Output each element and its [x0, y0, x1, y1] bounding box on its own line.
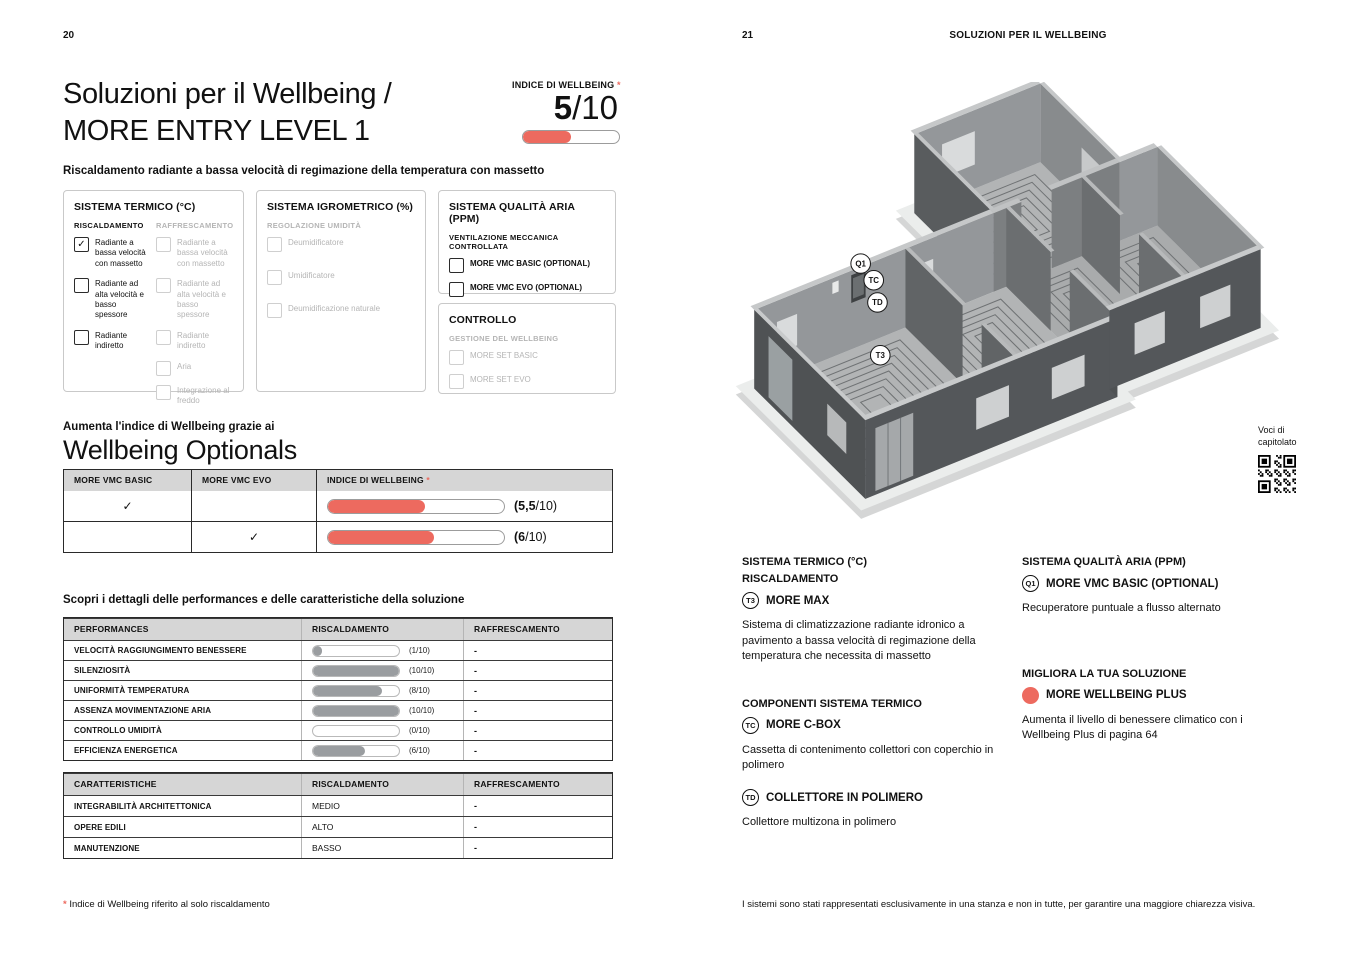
- wellbeing-index-widget: [512, 80, 621, 144]
- product-name: MORE C-BOX: [766, 719, 841, 732]
- table-row: [64, 521, 612, 552]
- building-marker-tc: TC: [868, 276, 880, 286]
- characteristics-header: [64, 773, 612, 795]
- rating-value: (6/10): [409, 746, 430, 756]
- group-label: VENTILAZIONE MECCANICA CONTROLLATA: [449, 233, 559, 251]
- checkbox-item: Integrazione al freddo: [156, 385, 230, 407]
- footer-note: I sistemi sono stati rappresentati esclusivamente in una stanza e non in tutte, per garantire una maggiore chiarezza visiva.: [742, 899, 1256, 910]
- column-header: PERFORMANCES: [74, 624, 149, 634]
- building-isometric-illustration: [730, 82, 1290, 522]
- asterisk: *: [617, 80, 621, 90]
- no-value: -: [463, 817, 612, 837]
- table-row: VELOCITÀ RAGGIUNGIMENTO BENESSERE (1/10) -: [64, 640, 612, 660]
- wellbeing-index-label: INDICE DI WELLBEING *: [512, 80, 621, 90]
- rating-bar: [312, 745, 400, 757]
- rating-value: (10/10): [409, 706, 435, 716]
- marker-badge-tc: TC: [742, 717, 759, 734]
- page-number-left: 20: [63, 30, 75, 41]
- product-name: MORE WELLBEING PLUS: [1046, 689, 1187, 702]
- rating-bar: [312, 725, 400, 737]
- characteristics-body: [64, 795, 612, 858]
- box-title: SISTEMA TERMICO (°C): [74, 201, 196, 213]
- column-header: RAFFRESCAMENTO: [463, 619, 612, 640]
- rating-bar: [312, 705, 400, 717]
- page-title-line2: MORE ENTRY LEVEL 1: [63, 115, 370, 147]
- char-value: BASSO: [301, 838, 463, 858]
- checkbox-unchecked[interactable]: [156, 278, 171, 293]
- running-header: SOLUZIONI PER IL WELLBEING: [949, 30, 1107, 41]
- index-value: (6/10): [514, 530, 547, 545]
- wellbeing-plus-dot-icon: [1022, 687, 1039, 704]
- no-value: -: [463, 721, 612, 740]
- checkbox-item: Radiante indiretto: [74, 330, 148, 352]
- no-value: -: [463, 796, 612, 816]
- footnote: * Indice di Wellbeing riferito al solo riscaldamento: [63, 899, 270, 910]
- column-header: INDICE DI WELLBEING *: [316, 470, 612, 491]
- box-qualita-aria: [438, 190, 616, 294]
- column-header: CARATTERISTICHE: [74, 779, 157, 789]
- section-heading: SISTEMA TERMICO (°C): [742, 556, 867, 568]
- legend-item: [742, 789, 1010, 806]
- table-row: SILENZIOSITÀ (10/10) -: [64, 660, 612, 680]
- table-row: OPERE EDILI ALTO -: [64, 816, 612, 837]
- checkbox-item: Radiante ad alta velocità e basso spessore: [156, 278, 230, 321]
- legend-item: [742, 592, 1010, 609]
- group-label: REGOLAZIONE UMIDITÀ: [267, 221, 362, 230]
- index-bar: [327, 499, 505, 514]
- rating-value: (0/10): [409, 726, 430, 736]
- checkbox-item: Radiante a bassa velocità con massetto: [156, 237, 230, 269]
- group-label-raffrescamento: RAFFRESCAMENTO: [156, 221, 234, 230]
- no-value: -: [463, 701, 612, 720]
- table-row: [64, 491, 612, 521]
- marker-badge-t3: T3: [742, 592, 759, 609]
- page-title-line1: Soluzioni per il Wellbeing /: [63, 78, 392, 110]
- optionals-table-body: [64, 491, 612, 552]
- legend-item: [742, 717, 1010, 734]
- product-description: Sistema di climatizzazione radiante idronico a pavimento a bassa velocità di regimazione della temperatura che necessita di massetto: [742, 619, 976, 663]
- performances-table: [63, 617, 613, 761]
- box-title: CONTROLLO: [449, 314, 517, 326]
- box-title: SISTEMA QUALITÀ ARIA (PPM): [449, 201, 575, 225]
- checkbox-item: Aria: [156, 361, 230, 376]
- rating-value: (8/10): [409, 686, 430, 696]
- checkbox-unchecked[interactable]: [267, 270, 282, 285]
- no-value: -: [463, 838, 612, 858]
- legend-item: [1022, 575, 1290, 592]
- checkbox-unchecked[interactable]: [449, 350, 464, 365]
- voci-di-capitolato-label: Voci di capitolato: [1258, 425, 1297, 448]
- page-title: [63, 76, 391, 150]
- rating-value: (1/10): [409, 646, 430, 656]
- legend-item: [1022, 687, 1290, 704]
- asterisk: *: [426, 475, 430, 485]
- index-bar: [327, 530, 505, 545]
- column-header: MORE VMC EVO: [191, 470, 316, 491]
- column-header: RISCALDAMENTO: [301, 619, 463, 640]
- table-row: INTEGRABILITÀ ARCHITETTONICA MEDIO -: [64, 795, 612, 816]
- section-heading: COMPONENTI SISTEMA TERMICO: [742, 697, 922, 710]
- checkbox-unchecked[interactable]: [156, 361, 171, 376]
- table-row: MANUTENZIONE BASSO -: [64, 837, 612, 858]
- table-row: CONTROLLO UMIDITÀ (0/10) -: [64, 720, 612, 740]
- table-row: EFFICIENZA ENERGETICA (6/10) -: [64, 740, 612, 760]
- product-description: Aumenta il livello di benessere climatico con i Wellbeing Plus di pagina 64: [1022, 713, 1243, 742]
- no-value: -: [463, 741, 612, 760]
- checkbox-unchecked[interactable]: [449, 374, 464, 389]
- section-heading: SISTEMA QUALITÀ ARIA (PPM): [1022, 556, 1186, 568]
- rating-value: (10/10): [409, 666, 435, 676]
- char-value: MEDIO: [301, 796, 463, 816]
- box-title: SISTEMA IGROMETRICO (%): [267, 201, 413, 213]
- no-value: -: [463, 661, 612, 680]
- asterisk: *: [63, 899, 67, 910]
- checkbox-unchecked[interactable]: [156, 385, 171, 400]
- rating-bar: [312, 665, 400, 677]
- column-header: RAFFRESCAMENTO: [463, 774, 612, 795]
- checkbox-item: Radiante indiretto: [156, 330, 230, 352]
- checkbox-item: MORE SET EVO: [449, 374, 605, 389]
- product-name: MORE VMC BASIC (OPTIONAL): [1046, 577, 1219, 590]
- column-header: MORE VMC BASIC: [74, 475, 153, 485]
- section-heading: MIGLIORA LA TUA SOLUZIONE: [1022, 667, 1187, 680]
- checkbox-unchecked[interactable]: [449, 258, 464, 273]
- box-column-right: [438, 190, 616, 394]
- check-mark: ✓: [248, 530, 260, 545]
- check-mark: ✓: [122, 499, 133, 514]
- page-number-right: 21: [742, 30, 754, 41]
- group-label-riscaldamento: RISCALDAMENTO: [74, 221, 144, 230]
- product-description: Cassetta di contenimento collettori con coperchio in polimero: [742, 743, 994, 772]
- checkbox-unchecked[interactable]: [156, 330, 171, 345]
- product-description: Recuperatore puntuale a flusso alternato: [1022, 602, 1221, 614]
- system-boxes: [63, 190, 616, 405]
- checkbox-item: Deumidificatore: [267, 237, 415, 252]
- checkbox-unchecked[interactable]: [449, 282, 464, 297]
- solution-subtitle: Riscaldamento radiante a bassa velocità di regimazione della temperatura con massetto: [63, 165, 545, 177]
- product-description: Collettore multizona in polimero: [742, 816, 897, 829]
- no-value: -: [463, 641, 612, 660]
- table-row: ASSENZA MOVIMENTAZIONE ARIA (10/10) -: [64, 700, 612, 720]
- checkbox-item: Umidificatore: [267, 270, 415, 285]
- checkbox-item: Deumidificazione naturale: [267, 303, 415, 318]
- table-row: UNIFORMITÀ TEMPERATURA (8/10) -: [64, 680, 612, 700]
- building-marker-t3: T3: [875, 351, 885, 361]
- section-subheading: RISCALDAMENTO: [742, 573, 839, 585]
- characteristics-table: [63, 772, 613, 859]
- checkbox-item: MORE SET BASIC: [449, 350, 605, 365]
- checkbox-item: MORE VMC EVO (OPTIONAL): [449, 282, 605, 297]
- marker-badge-q1: Q1: [1022, 575, 1039, 592]
- building-marker-q1: Q1: [855, 259, 866, 269]
- checkbox-unchecked[interactable]: [267, 303, 282, 318]
- optionals-table: [63, 469, 613, 553]
- optionals-title: Wellbeing Optionals: [63, 435, 297, 465]
- box-sistema-igrometrico: [256, 190, 426, 392]
- box-controllo: [438, 303, 616, 394]
- optionals-intro: Aumenta l'indice di Wellbeing grazie ai: [63, 421, 275, 433]
- performances-body: [64, 640, 612, 760]
- qr-code: [1258, 455, 1296, 493]
- performances-header: [64, 618, 612, 640]
- box-sistema-termico: [63, 190, 244, 405]
- checkbox-item: ✓ Radiante a bassa velocità con massetto: [74, 237, 148, 269]
- marker-badge-td: TD: [742, 789, 759, 806]
- rating-bar: [312, 685, 400, 697]
- rating-bar: [312, 645, 400, 657]
- legend-column-air: [1022, 556, 1290, 759]
- checkbox-unchecked[interactable]: [74, 278, 89, 293]
- legend-column-thermal: [742, 556, 1010, 846]
- index-value: (5,5/10): [514, 499, 558, 514]
- column-header: RISCALDAMENTO: [301, 774, 463, 795]
- checkbox-unchecked[interactable]: [74, 330, 89, 345]
- building-marker-td: TD: [872, 298, 883, 308]
- checkbox-checked[interactable]: ✓: [74, 237, 89, 252]
- details-intro: Scopri i dettagli delle performances e delle caratteristiche della soluzione: [63, 594, 465, 606]
- checkbox-unchecked[interactable]: [156, 237, 171, 252]
- product-name: COLLETTORE IN POLIMERO: [766, 791, 923, 804]
- group-label: GESTIONE DEL WELLBEING: [449, 334, 559, 343]
- wellbeing-index-value: 5/10: [553, 89, 618, 126]
- checkbox-item: MORE VMC BASIC (OPTIONAL): [449, 258, 605, 273]
- product-name: MORE MAX: [766, 594, 830, 607]
- wellbeing-index-bar: [522, 130, 620, 144]
- optionals-table-header: [64, 470, 612, 491]
- no-value: -: [463, 681, 612, 700]
- checkbox-item: Radiante ad alta velocità e basso spessore: [74, 278, 148, 321]
- char-value: ALTO: [301, 817, 463, 837]
- checkbox-unchecked[interactable]: [267, 237, 282, 252]
